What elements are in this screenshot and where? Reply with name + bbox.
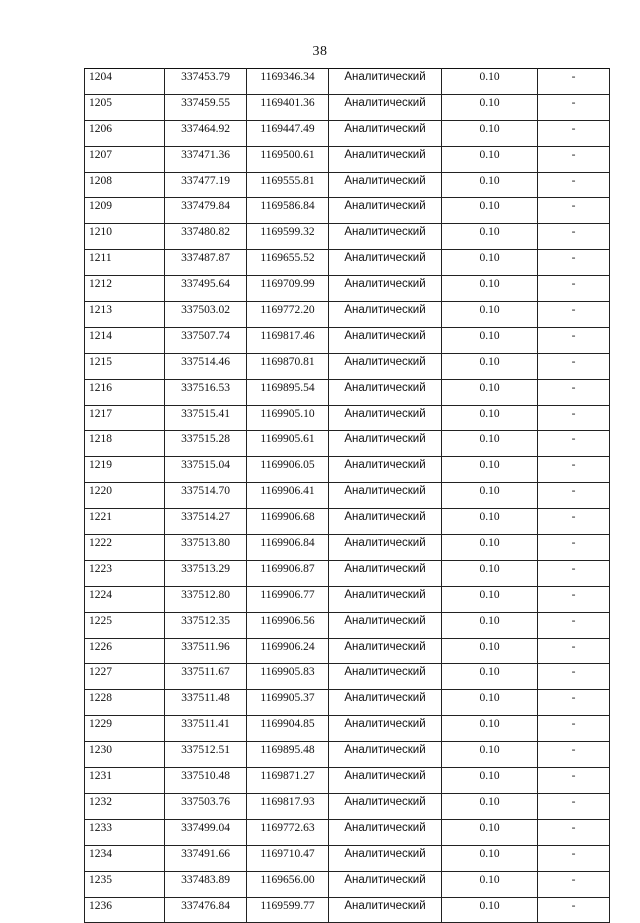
table-row [85, 224, 610, 250]
method-cell: Аналитический [329, 845, 442, 871]
y-coordinate-cell: 1169655.52 [247, 250, 329, 276]
note-cell: - [538, 483, 610, 509]
note-cell: - [538, 198, 610, 224]
method-cell: Аналитический [329, 742, 442, 768]
point-number-cell: 1208 [85, 172, 165, 198]
y-coordinate-cell: 1169895.54 [247, 379, 329, 405]
accuracy-cell: 0.10 [442, 327, 538, 353]
table-row [85, 353, 610, 379]
note-cell: - [538, 560, 610, 586]
accuracy-cell: 0.10 [442, 405, 538, 431]
method-cell: Аналитический [329, 560, 442, 586]
y-coordinate-cell: 1169871.27 [247, 768, 329, 794]
x-coordinate-cell: 337495.64 [165, 276, 247, 302]
method-cell: Аналитический [329, 897, 442, 923]
method-cell: Аналитический [329, 690, 442, 716]
x-coordinate-cell: 337479.84 [165, 198, 247, 224]
accuracy-cell: 0.10 [442, 535, 538, 561]
method-cell: Аналитический [329, 664, 442, 690]
y-coordinate-cell: 1169906.41 [247, 483, 329, 509]
table-row [85, 845, 610, 871]
method-cell: Аналитический [329, 716, 442, 742]
point-number-cell: 1209 [85, 198, 165, 224]
accuracy-cell: 0.10 [442, 586, 538, 612]
point-number-cell: 1214 [85, 327, 165, 353]
accuracy-cell: 0.10 [442, 69, 538, 95]
x-coordinate-cell: 337514.46 [165, 353, 247, 379]
point-number-cell: 1232 [85, 793, 165, 819]
note-cell: - [538, 638, 610, 664]
point-number-cell: 1226 [85, 638, 165, 664]
method-cell: Аналитический [329, 250, 442, 276]
note-cell: - [538, 586, 610, 612]
point-number-cell: 1220 [85, 483, 165, 509]
note-cell: - [538, 509, 610, 535]
x-coordinate-cell: 337516.53 [165, 379, 247, 405]
point-number-cell: 1230 [85, 742, 165, 768]
note-cell: - [538, 897, 610, 923]
point-number-cell: 1225 [85, 612, 165, 638]
y-coordinate-cell: 1169346.34 [247, 69, 329, 95]
accuracy-cell: 0.10 [442, 690, 538, 716]
table-row [85, 535, 610, 561]
note-cell: - [538, 535, 610, 561]
x-coordinate-cell: 337511.67 [165, 664, 247, 690]
method-cell: Аналитический [329, 94, 442, 120]
x-coordinate-cell: 337471.36 [165, 146, 247, 172]
table-row [85, 793, 610, 819]
note-cell: - [538, 690, 610, 716]
table-row [85, 120, 610, 146]
y-coordinate-cell: 1169599.77 [247, 897, 329, 923]
point-number-cell: 1205 [85, 94, 165, 120]
y-coordinate-cell: 1169870.81 [247, 353, 329, 379]
method-cell: Аналитический [329, 120, 442, 146]
method-cell: Аналитический [329, 224, 442, 250]
x-coordinate-cell: 337514.27 [165, 509, 247, 535]
y-coordinate-cell: 1169905.37 [247, 690, 329, 716]
note-cell: - [538, 819, 610, 845]
y-coordinate-cell: 1169905.10 [247, 405, 329, 431]
y-coordinate-cell: 1169710.47 [247, 845, 329, 871]
method-cell: Аналитический [329, 509, 442, 535]
page-number: 38 [312, 44, 328, 59]
point-number-cell: 1215 [85, 353, 165, 379]
table-row [85, 431, 610, 457]
y-coordinate-cell: 1169906.24 [247, 638, 329, 664]
point-number-cell: 1206 [85, 120, 165, 146]
note-cell: - [538, 768, 610, 794]
point-number-cell: 1234 [85, 845, 165, 871]
table-row [85, 276, 610, 302]
note-cell: - [538, 664, 610, 690]
y-coordinate-cell: 1169586.84 [247, 198, 329, 224]
method-cell: Аналитический [329, 871, 442, 897]
point-number-cell: 1219 [85, 457, 165, 483]
point-number-cell: 1213 [85, 302, 165, 328]
table-row [85, 716, 610, 742]
point-number-cell: 1221 [85, 509, 165, 535]
y-coordinate-cell: 1169906.77 [247, 586, 329, 612]
table-row [85, 509, 610, 535]
table-row [85, 250, 610, 276]
accuracy-cell: 0.10 [442, 509, 538, 535]
point-number-cell: 1217 [85, 405, 165, 431]
y-coordinate-cell: 1169599.32 [247, 224, 329, 250]
table-row [85, 897, 610, 923]
table-row [85, 69, 610, 95]
accuracy-cell: 0.10 [442, 819, 538, 845]
x-coordinate-cell: 337480.82 [165, 224, 247, 250]
table-row [85, 94, 610, 120]
method-cell: Аналитический [329, 612, 442, 638]
method-cell: Аналитический [329, 483, 442, 509]
point-number-cell: 1212 [85, 276, 165, 302]
y-coordinate-cell: 1169500.61 [247, 146, 329, 172]
table-row [85, 405, 610, 431]
x-coordinate-cell: 337514.70 [165, 483, 247, 509]
note-cell: - [538, 379, 610, 405]
accuracy-cell: 0.10 [442, 793, 538, 819]
x-coordinate-cell: 337511.96 [165, 638, 247, 664]
accuracy-cell: 0.10 [442, 742, 538, 768]
accuracy-cell: 0.10 [442, 250, 538, 276]
accuracy-cell: 0.10 [442, 716, 538, 742]
y-coordinate-cell: 1169656.00 [247, 871, 329, 897]
y-coordinate-cell: 1169817.46 [247, 327, 329, 353]
note-cell: - [538, 871, 610, 897]
x-coordinate-cell: 337512.80 [165, 586, 247, 612]
accuracy-cell: 0.10 [442, 560, 538, 586]
point-number-cell: 1223 [85, 560, 165, 586]
point-number-cell: 1222 [85, 535, 165, 561]
accuracy-cell: 0.10 [442, 845, 538, 871]
accuracy-cell: 0.10 [442, 897, 538, 923]
note-cell: - [538, 742, 610, 768]
note-cell: - [538, 353, 610, 379]
note-cell: - [538, 172, 610, 198]
table-row [85, 457, 610, 483]
table-row [85, 586, 610, 612]
note-cell: - [538, 120, 610, 146]
table-row [85, 327, 610, 353]
method-cell: Аналитический [329, 768, 442, 794]
note-cell: - [538, 405, 610, 431]
y-coordinate-cell: 1169772.63 [247, 819, 329, 845]
table-row [85, 198, 610, 224]
method-cell: Аналитический [329, 819, 442, 845]
table-row [85, 871, 610, 897]
y-coordinate-cell: 1169401.36 [247, 94, 329, 120]
accuracy-cell: 0.10 [442, 768, 538, 794]
note-cell: - [538, 457, 610, 483]
note-cell: - [538, 431, 610, 457]
table-row [85, 742, 610, 768]
note-cell: - [538, 716, 610, 742]
accuracy-cell: 0.10 [442, 871, 538, 897]
x-coordinate-cell: 337515.04 [165, 457, 247, 483]
y-coordinate-cell: 1169772.20 [247, 302, 329, 328]
y-coordinate-cell: 1169906.05 [247, 457, 329, 483]
note-cell: - [538, 94, 610, 120]
method-cell: Аналитический [329, 276, 442, 302]
point-number-cell: 1218 [85, 431, 165, 457]
accuracy-cell: 0.10 [442, 457, 538, 483]
note-cell: - [538, 69, 610, 95]
point-number-cell: 1211 [85, 250, 165, 276]
note-cell: - [538, 793, 610, 819]
method-cell: Аналитический [329, 146, 442, 172]
x-coordinate-cell: 337464.92 [165, 120, 247, 146]
note-cell: - [538, 327, 610, 353]
point-number-cell: 1207 [85, 146, 165, 172]
accuracy-cell: 0.10 [442, 302, 538, 328]
accuracy-cell: 0.10 [442, 198, 538, 224]
x-coordinate-cell: 337515.28 [165, 431, 247, 457]
y-coordinate-cell: 1169906.84 [247, 535, 329, 561]
method-cell: Аналитический [329, 586, 442, 612]
point-number-cell: 1229 [85, 716, 165, 742]
x-coordinate-cell: 337511.41 [165, 716, 247, 742]
accuracy-cell: 0.10 [442, 146, 538, 172]
accuracy-cell: 0.10 [442, 224, 538, 250]
x-coordinate-cell: 337499.04 [165, 819, 247, 845]
table-row [85, 690, 610, 716]
table-row [85, 302, 610, 328]
method-cell: Аналитический [329, 172, 442, 198]
table-row [85, 612, 610, 638]
method-cell: Аналитический [329, 198, 442, 224]
x-coordinate-cell: 337459.55 [165, 94, 247, 120]
accuracy-cell: 0.10 [442, 379, 538, 405]
point-number-cell: 1210 [85, 224, 165, 250]
x-coordinate-cell: 337476.84 [165, 897, 247, 923]
y-coordinate-cell: 1169555.81 [247, 172, 329, 198]
point-number-cell: 1204 [85, 69, 165, 95]
table-row [85, 172, 610, 198]
method-cell: Аналитический [329, 379, 442, 405]
point-number-cell: 1228 [85, 690, 165, 716]
x-coordinate-cell: 337491.66 [165, 845, 247, 871]
accuracy-cell: 0.10 [442, 664, 538, 690]
y-coordinate-cell: 1169906.68 [247, 509, 329, 535]
method-cell: Аналитический [329, 302, 442, 328]
note-cell: - [538, 845, 610, 871]
x-coordinate-cell: 337507.74 [165, 327, 247, 353]
point-number-cell: 1216 [85, 379, 165, 405]
method-cell: Аналитический [329, 457, 442, 483]
x-coordinate-cell: 337487.87 [165, 250, 247, 276]
x-coordinate-cell: 337513.29 [165, 560, 247, 586]
x-coordinate-cell: 337510.48 [165, 768, 247, 794]
table-row [85, 638, 610, 664]
x-coordinate-cell: 337503.76 [165, 793, 247, 819]
accuracy-cell: 0.10 [442, 612, 538, 638]
accuracy-cell: 0.10 [442, 172, 538, 198]
point-number-cell: 1224 [85, 586, 165, 612]
method-cell: Аналитический [329, 353, 442, 379]
x-coordinate-cell: 337512.35 [165, 612, 247, 638]
method-cell: Аналитический [329, 638, 442, 664]
x-coordinate-cell: 337483.89 [165, 871, 247, 897]
coordinates-table-body [85, 69, 610, 923]
y-coordinate-cell: 1169895.48 [247, 742, 329, 768]
accuracy-cell: 0.10 [442, 94, 538, 120]
x-coordinate-cell: 337477.19 [165, 172, 247, 198]
note-cell: - [538, 612, 610, 638]
accuracy-cell: 0.10 [442, 638, 538, 664]
accuracy-cell: 0.10 [442, 120, 538, 146]
point-number-cell: 1235 [85, 871, 165, 897]
table-row [85, 483, 610, 509]
method-cell: Аналитический [329, 535, 442, 561]
x-coordinate-cell: 337503.02 [165, 302, 247, 328]
y-coordinate-cell: 1169447.49 [247, 120, 329, 146]
note-cell: - [538, 302, 610, 328]
x-coordinate-cell: 337512.51 [165, 742, 247, 768]
method-cell: Аналитический [329, 405, 442, 431]
accuracy-cell: 0.10 [442, 353, 538, 379]
y-coordinate-cell: 1169904.85 [247, 716, 329, 742]
note-cell: - [538, 250, 610, 276]
y-coordinate-cell: 1169817.93 [247, 793, 329, 819]
table-row [85, 560, 610, 586]
x-coordinate-cell: 337453.79 [165, 69, 247, 95]
x-coordinate-cell: 337515.41 [165, 405, 247, 431]
point-number-cell: 1231 [85, 768, 165, 794]
method-cell: Аналитический [329, 793, 442, 819]
coordinates-table [84, 68, 610, 923]
accuracy-cell: 0.10 [442, 431, 538, 457]
method-cell: Аналитический [329, 69, 442, 95]
y-coordinate-cell: 1169905.83 [247, 664, 329, 690]
accuracy-cell: 0.10 [442, 483, 538, 509]
method-cell: Аналитический [329, 327, 442, 353]
table-row [85, 146, 610, 172]
table-row [85, 819, 610, 845]
y-coordinate-cell: 1169906.56 [247, 612, 329, 638]
point-number-cell: 1236 [85, 897, 165, 923]
table-row [85, 664, 610, 690]
x-coordinate-cell: 337511.48 [165, 690, 247, 716]
table-row [85, 379, 610, 405]
point-number-cell: 1233 [85, 819, 165, 845]
accuracy-cell: 0.10 [442, 276, 538, 302]
note-cell: - [538, 146, 610, 172]
x-coordinate-cell: 337513.80 [165, 535, 247, 561]
point-number-cell: 1227 [85, 664, 165, 690]
note-cell: - [538, 224, 610, 250]
method-cell: Аналитический [329, 431, 442, 457]
table-row [85, 768, 610, 794]
y-coordinate-cell: 1169709.99 [247, 276, 329, 302]
y-coordinate-cell: 1169906.87 [247, 560, 329, 586]
note-cell: - [538, 276, 610, 302]
y-coordinate-cell: 1169905.61 [247, 431, 329, 457]
